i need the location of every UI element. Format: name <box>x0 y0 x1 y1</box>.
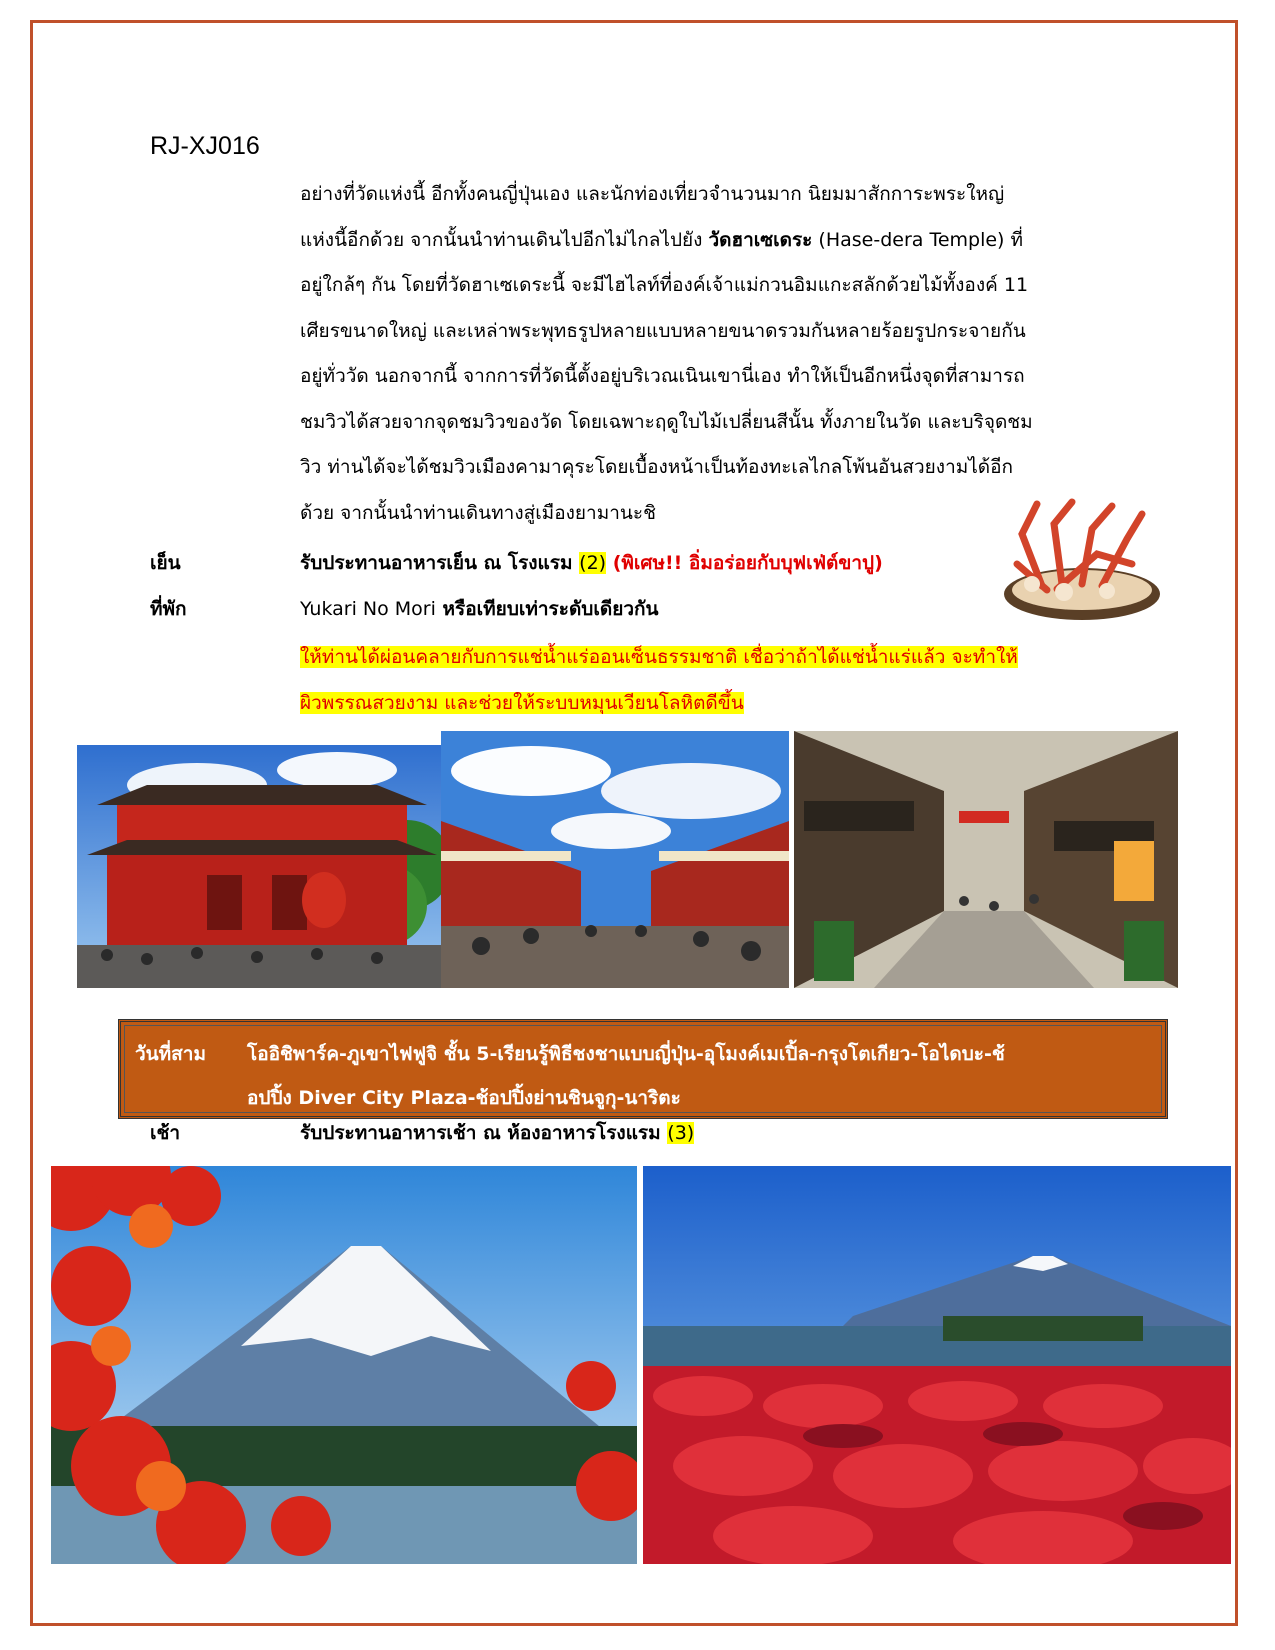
day3-itinerary <box>247 1032 1147 1120</box>
onsen-line: ให้ท่านได้ผ่อนคลายกับการแช่น้ำแร่ออนเซ็นธรรมชาติ เชื่อว่าถ้าได้แช่น้ำแร่แล้ว จะทำให้ <box>300 646 1018 668</box>
dinner-special: (พิเศษ!! อิ่มอร่อยกับบุฟเฟ่ต์ขาปู) <box>606 552 883 574</box>
onsen-line: ผิวพรรณสวยงาม และช่วยให้ระบบหมุนเวียนโลหิตดีขึ้น <box>300 692 744 714</box>
paragraph-line: ชมวิวได้สวยจากจุดชมวิวของวัด โดยเฉพาะฤดูใบไม้เปลี่ยนสีนั้น ทั้งภายในวัด และบริจุดชม <box>300 410 1033 433</box>
day3-line: อปปิ้ง Diver City Plaza-ช้อปปิ้งย่านชินจูกุ-นาริตะ <box>247 1087 681 1109</box>
hotel-text <box>300 594 659 624</box>
nakamise-street-photo <box>441 731 789 988</box>
document-code: RJ-XJ016 <box>150 132 260 160</box>
breakfast-label: เช้า <box>150 1122 181 1144</box>
hotel-label: ที่พัก <box>150 598 187 620</box>
paragraph-line: วิว ท่านได้จะได้ชมวิวเมืองคามาคุระโดยเบื้องหน้าเป็นท้องทะเลไกลโพ้นอันสวยงามได้อีก <box>300 456 1014 478</box>
meal-number: (3) <box>667 1122 695 1144</box>
day3-line: โออิชิพาร์ค-ภูเขาไฟฟูจิ ชั้น 5-เรียนรู้พิธีชงชาแบบญี่ปุ่น-อุโมงค์เมเปิ้ล-กรุงโตเกียว-โอไดบะ-ช้ <box>247 1043 1005 1065</box>
day3-banner <box>118 1019 1168 1119</box>
hotel-suffix: หรือเทียบเท่าระดับเดียวกัน <box>435 598 659 620</box>
dinner-desc: รับประทานอาหารเย็น ณ โรงแรม <box>300 552 580 574</box>
dinner-text <box>300 548 883 578</box>
onsen-note <box>300 634 1018 726</box>
day3-label: วันที่สาม <box>135 1043 206 1065</box>
paragraph-line: อย่างที่วัดแห่งนี้ อีกทั้งคนญี่ปุ่นเอง และนักท่องเที่ยวจำนวนมาก นิยมมาสักการะพระใหญ่ <box>300 183 1005 205</box>
hotel-name: Yukari No Mori <box>300 598 436 620</box>
dinner-label: เย็น <box>150 552 181 574</box>
paragraph-line <box>300 218 1130 264</box>
paragraph-text: (Hase-dera Temple) ที่ <box>812 228 1024 251</box>
paragraph-line: เศียรขนาดใหญ่ และเหล่าพระพุทธรูปหลายแบบหลายขนาดรวมกันหลายร้อยรูปกระจายกัน <box>300 319 1026 342</box>
breakfast-text <box>300 1118 694 1148</box>
breakfast-desc: รับประทานอาหารเช้า ณ ห้องอาหารโรงแรม <box>300 1122 668 1144</box>
paragraph-line: อยู่ทั่ววัด นอกจากนี้ จากการที่วัดนี้ตั้งอยู่บริเวณเนินเขานี่เอง ทำให้เป็นอีกหนึ่งจุดที่สามารถ <box>300 365 1025 387</box>
sensoji-gate-photo <box>77 745 442 988</box>
hase-dera-name: วัดฮาเซเดระ <box>708 228 813 251</box>
paragraph-text: แห่งนี้อีกด้วย จากนั้นนำท่านเดินไปอีกไม่ไกลไปยัง <box>300 228 709 251</box>
kochia-field-fuji-photo <box>643 1166 1231 1564</box>
paragraph-line: ด้วย จากนั้นนำท่านเดินทางสู่เมืองยามานะชิ <box>300 501 656 524</box>
old-street-shops-photo <box>794 731 1178 988</box>
mount-fuji-maple-photo <box>51 1166 637 1564</box>
paragraph-line: อยู่ใกล้ๆ กัน โดยที่วัดฮาเซเดระนี้ จะมีไฮไลท์ที่องค์เจ้าแม่กวนอิมแกะสลักด้วยไม้ทั้งองค์ 11 <box>300 274 1029 296</box>
meal-number: (2) <box>579 552 607 574</box>
temple-description <box>300 172 1130 536</box>
crab-buffet-image <box>1002 494 1162 622</box>
